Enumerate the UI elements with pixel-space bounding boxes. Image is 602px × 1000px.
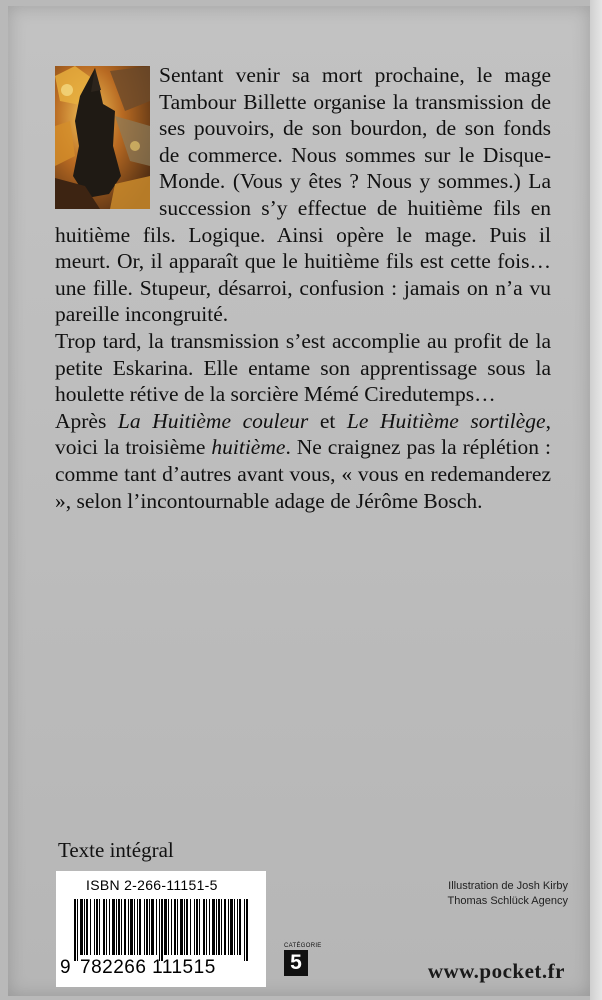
edition-note: Texte intégral [58,838,174,862]
barcode-bar [121,899,122,955]
barcode-bar [149,899,150,955]
barcode-bar [112,899,115,955]
barcode-panel [56,871,266,987]
barcode-bar [224,899,226,955]
barcode-bar [186,899,188,955]
barcode-bar [212,899,215,955]
barcode-bar [228,899,229,955]
barcode-bar [218,899,220,955]
barcode-bar [99,899,100,955]
summary-paragraph-3: Après La Huitième couleur et Le Huitième sortilège, voici la troisième huitième. Ne craignez pas la réplétion : comme tant d’autres avant vous, « vous en redemanderez », selon l’incontournable adage de Jérôme Bosch. [55,408,551,513]
barcode-bar [146,899,148,955]
barcode-bar [130,899,133,955]
barcode-bar [177,899,178,955]
barcode-bar [139,899,141,955]
illustration-credits [448,879,568,909]
ean-first-digit: 9 [60,957,72,978]
barcode-bar [199,899,200,955]
illustration-space [55,62,159,218]
title-la-huitieme-couleur: La Huitième couleur [117,408,309,433]
page-edge [590,0,602,1000]
back-cover-summary [55,62,551,514]
barcode-bar [221,899,222,955]
barcode-bar [96,899,98,955]
barcode-bar [109,899,110,955]
barcode-bar [168,899,169,955]
barcode-bar [180,899,183,955]
barcode-bar [90,899,91,955]
barcode-bar [194,899,195,955]
barcode-bar [74,899,76,961]
barcode-bar [144,899,145,955]
italic-huitieme: huitième [211,435,286,460]
summary-paragraph-2: Trop tard, la transmission s’est accomplie au profit de la petite Eskarina. Elle entame son apprentissage sous la houlette rétive de la sorcière Mémé Ciredutemps… [55,328,551,407]
barcode-bar [239,899,241,955]
barcode-bar [103,899,105,955]
barcode-bar [137,899,138,955]
barcode-bar [106,899,107,955]
ean-barcode [74,899,250,961]
summary-paragraph-1: Sentant venir sa mort prochaine, le mage Tambour Billette organise la transmission de ses pouvoirs, de son bourdon, de son fonds de commerce. Nous sommes sur le Disque-Monde. (Vous y êtes ? Nous y sommes.) La succession s’y effectue de huitième fils en huitième fils. Logique. Ainsi opère le mage. Puis il meurt. Or, il apparaît que le huitième fils est cette fois… une fille. Stupeur, désarroi, confusion : jamais on n’a vu pareille incongruité. [55,63,551,327]
barcode-bar [203,899,205,955]
title-le-huitieme-sortilege: Le Huitième sortilège [346,408,546,433]
barcode-bar [230,899,233,955]
barcode-bar [244,899,245,961]
barcode-bar [80,899,83,955]
barcode-bar [84,899,85,955]
barcode-bar [94,899,95,955]
barcode-bar [246,899,248,961]
barcode-bar [116,899,117,955]
barcode-bar [128,899,129,955]
barcode-bar [161,899,163,961]
barcode-bar [237,899,238,955]
isbn-label: ISBN 2-266-11151-5 [86,877,218,893]
category-label: CATÉGORIE [284,943,322,949]
barcode-bar [216,899,217,955]
barcode-bar [171,899,172,955]
barcode-bar [151,899,154,955]
barcode-bar [234,899,235,955]
barcode-bar [174,899,176,955]
category-badge [284,943,322,976]
barcode-bar [164,899,167,955]
barcode-bar [206,899,207,955]
ean-remaining-digits: 782266 111515 [80,957,216,978]
barcode-bar [77,899,78,961]
barcode-bar [134,899,135,955]
barcode-bar [86,899,88,955]
credit-illustrator: Illustration de Josh Kirby [448,880,568,892]
barcode-bar [209,899,210,955]
credit-agency: Thomas Schlück Agency [447,895,568,907]
barcode-bar [196,899,198,955]
barcode-bar [190,899,191,955]
barcode-bar [159,899,160,961]
barcode-bar [124,899,126,955]
barcode-bar [156,899,157,955]
barcode-bar [118,899,120,955]
publisher-website: www.pocket.fr [427,959,565,983]
barcode-bar [184,899,185,955]
category-number: 5 [284,950,308,976]
